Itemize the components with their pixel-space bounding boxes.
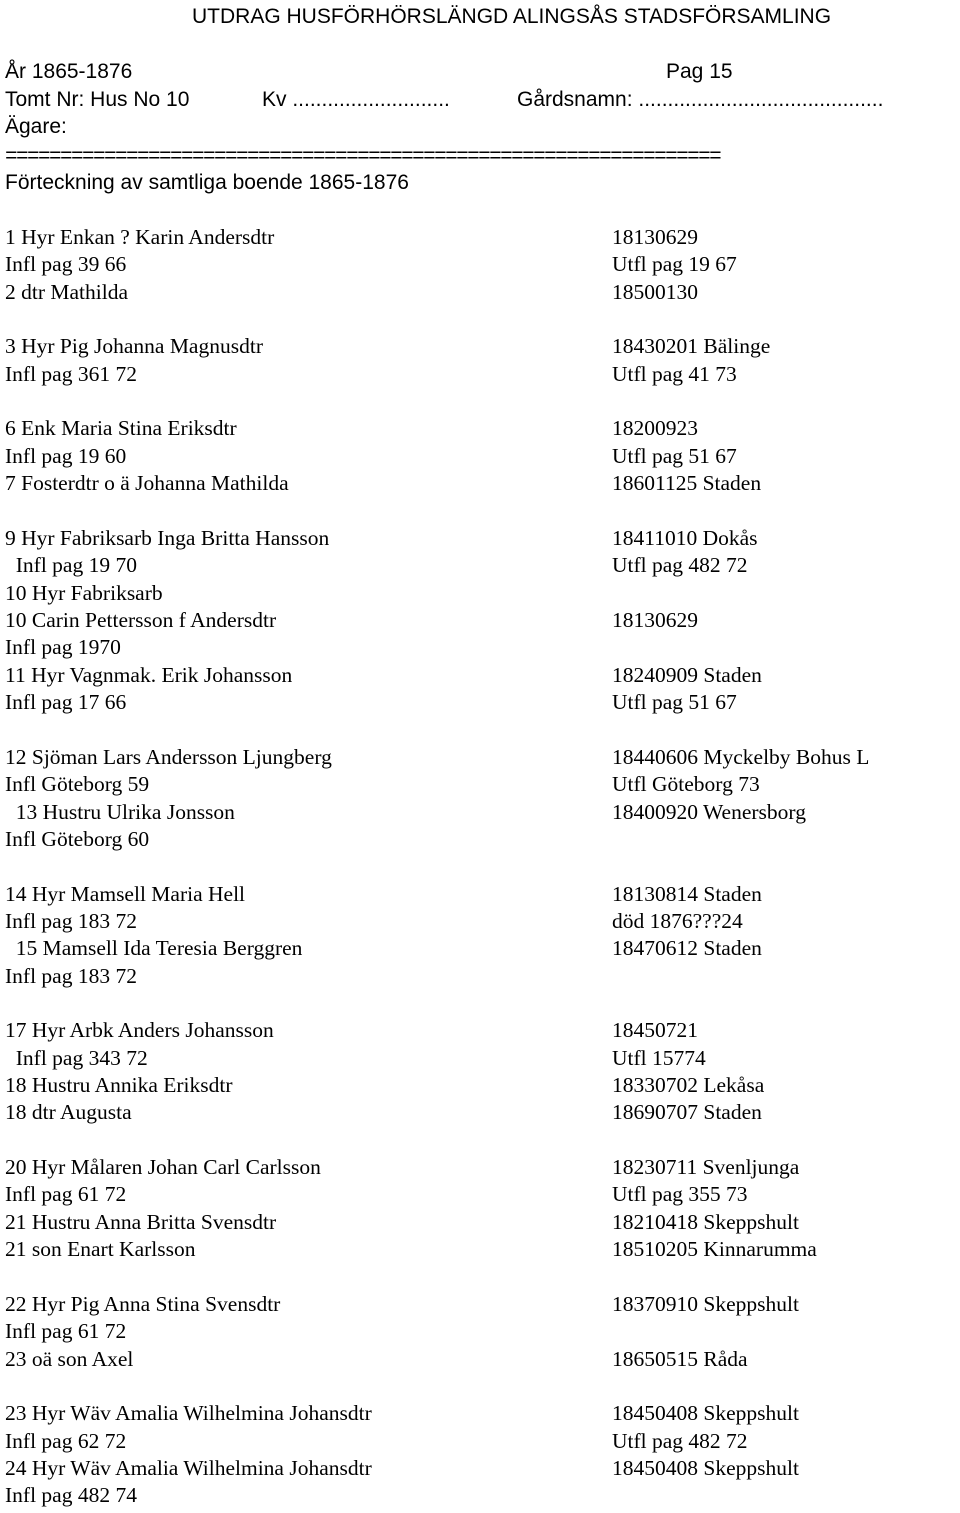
entry-left: 13 Hustru Ulrika Jonsson (5, 800, 235, 824)
list-item (0, 1456, 960, 1483)
list-item (0, 909, 960, 936)
entry-left: 18 dtr Augusta (5, 1100, 132, 1124)
entry-right: Utfl pag 482 72 (612, 1429, 748, 1453)
entry-left: Infl pag 482 74 (5, 1483, 137, 1507)
entry-right: 18240909 Staden (612, 663, 762, 687)
entry-right: Utfl pag 51 67 (612, 690, 737, 714)
entry-right: 18230711 Svenljunga (612, 1155, 800, 1179)
entry-right: Utfl 15774 (612, 1046, 706, 1070)
entry-left: 17 Hyr Arbk Anders Johansson (5, 1018, 274, 1042)
entry-left: Infl pag 361 72 (5, 362, 137, 386)
list-item (0, 635, 960, 662)
entry-left: Infl pag 343 72 (5, 1046, 148, 1070)
entry-left: 22 Hyr Pig Anna Stina Svensdtr (5, 1292, 281, 1316)
kvarter-field: Kv ........................... (262, 88, 450, 111)
entry-left: 18 Hustru Annika Eriksdtr (5, 1073, 233, 1097)
list-item (0, 1100, 960, 1127)
list-item (0, 964, 960, 991)
entry-left: 9 Hyr Fabriksarb Inga Britta Hansson (5, 526, 330, 550)
entry-right: 18601125 Staden (612, 471, 762, 495)
entry-left: 21 Hustru Anna Britta Svensdtr (5, 1210, 277, 1234)
list-item (0, 362, 960, 389)
entry-left: 11 Hyr Vagnmak. Erik Johansson (5, 663, 293, 687)
tomt-number: Tomt Nr: Hus No 10 (5, 88, 190, 111)
entry-left: Infl pag 19 70 (5, 553, 137, 577)
list-item (0, 1319, 960, 1346)
entry-right: 18450721 (612, 1018, 698, 1042)
list-item (0, 444, 960, 471)
entry-left: Infl pag 19 60 (5, 444, 127, 468)
entry-left: 1 Hyr Enkan ? Karin Andersdtr (5, 225, 275, 249)
list-item (0, 690, 960, 717)
entry-left: Infl pag 62 72 (5, 1429, 127, 1453)
entry-left: Infl pag 17 66 (5, 690, 127, 714)
entry-left: 6 Enk Maria Stina Eriksdtr (5, 416, 237, 440)
entry-left: 24 Hyr Wäv Amalia Wilhelmina Johansdtr (5, 1456, 372, 1480)
entry-right: 18450408 Skeppshult (612, 1456, 799, 1480)
list-item (0, 663, 960, 690)
entry-right: 18200923 (612, 416, 698, 440)
entry-right: 18411010 Dokås (612, 526, 758, 550)
list-item (0, 1182, 960, 1209)
separator-rule: ================================================================= (5, 146, 721, 169)
entry-right: 18690707 Staden (612, 1100, 762, 1124)
list-item (0, 334, 960, 361)
entry-right: Utfl pag 482 72 (612, 553, 748, 577)
entry-left: Infl Göteborg 59 (5, 772, 150, 796)
entry-left: Infl pag 1970 (5, 635, 121, 659)
entry-left: 3 Hyr Pig Johanna Magnusdtr (5, 334, 263, 358)
entry-right: Utfl Göteborg 73 (612, 772, 760, 796)
list-item (0, 1018, 960, 1045)
list-item (0, 1401, 960, 1428)
entry-right: 18430201 Bälinge (612, 334, 771, 358)
section-heading: Förteckning av samtliga boende 1865-1876 (5, 171, 409, 194)
entry-left: Infl pag 61 72 (5, 1319, 127, 1343)
entry-left: 15 Mamsell Ida Teresia Berggren (5, 936, 303, 960)
entry-right: 18400920 Wenersborg (612, 800, 806, 824)
list-item (0, 416, 960, 443)
list-item (0, 1210, 960, 1237)
entry-right: 18130629 (612, 225, 698, 249)
list-item (0, 581, 960, 608)
entry-right: 18130814 Staden (612, 882, 762, 906)
list-item (0, 772, 960, 799)
entry-left: 10 Carin Pettersson f Andersdtr (5, 608, 277, 632)
entry-right: 18130629 (612, 608, 698, 632)
entry-left: 23 oä son Axel (5, 1347, 134, 1371)
gardsnamn-field: Gårdsnamn: .......................................... (517, 88, 884, 111)
entry-left: Infl pag 39 66 (5, 252, 127, 276)
list-item (0, 225, 960, 252)
entry-left: 14 Hyr Mamsell Maria Hell (5, 882, 246, 906)
list-item (0, 882, 960, 909)
entry-right: 18330702 Lekåsa (612, 1073, 765, 1097)
entry-right: 18500130 (612, 280, 698, 304)
list-item (0, 553, 960, 580)
entry-right: 18450408 Skeppshult (612, 1401, 799, 1425)
owner-field: Ägare: (5, 115, 67, 138)
list-item (0, 1046, 960, 1073)
entry-right: 18210418 Skeppshult (612, 1210, 799, 1234)
entry-right: död 1876???24 (612, 909, 743, 933)
entry-right: Utfl pag 51 67 (612, 444, 737, 468)
entry-left: Infl pag 183 72 (5, 964, 137, 988)
document-title: UTDRAG HUSFÖRHÖRSLÄNGD ALINGSÅS STADSFÖRSAMLING (192, 5, 832, 28)
list-item (0, 252, 960, 279)
entry-left: 7 Fosterdtr o ä Johanna Mathilda (5, 471, 289, 495)
list-item (0, 471, 960, 498)
entry-left: Infl pag 61 72 (5, 1182, 127, 1206)
entry-left: 10 Hyr Fabriksarb (5, 581, 163, 605)
list-item (0, 1483, 960, 1510)
entry-right: Utfl pag 41 73 (612, 362, 737, 386)
list-item (0, 827, 960, 854)
entry-right: 18440606 Myckelby Bohus L (612, 745, 870, 769)
entry-left: 23 Hyr Wäv Amalia Wilhelmina Johansdtr (5, 1401, 372, 1425)
page-number: Pag 15 (666, 60, 733, 83)
list-item (0, 1292, 960, 1319)
entry-right: Utfl pag 19 67 (612, 252, 737, 276)
list-item (0, 745, 960, 772)
list-item (0, 1429, 960, 1456)
entry-right: 18370910 Skeppshult (612, 1292, 799, 1316)
list-item (0, 1155, 960, 1182)
entry-right: Utfl pag 355 73 (612, 1182, 748, 1206)
list-item (0, 280, 960, 307)
list-item (0, 1237, 960, 1264)
entry-right: 18510205 Kinnarumma (612, 1237, 817, 1261)
year-range: År 1865-1876 (5, 60, 133, 83)
list-item (0, 1073, 960, 1100)
list-item (0, 608, 960, 635)
entry-left: 2 dtr Mathilda (5, 280, 129, 304)
entry-left: 12 Sjöman Lars Andersson Ljungberg (5, 745, 332, 769)
entry-left: 21 son Enart Karlsson (5, 1237, 196, 1261)
entry-right: 18470612 Staden (612, 936, 762, 960)
list-item (0, 1347, 960, 1374)
entry-left: 20 Hyr Målaren Johan Carl Carlsson (5, 1155, 321, 1179)
list-item (0, 800, 960, 827)
entry-left: Infl pag 183 72 (5, 909, 137, 933)
list-item (0, 936, 960, 963)
list-item (0, 526, 960, 553)
entry-left: Infl Göteborg 60 (5, 827, 150, 851)
entry-right: 18650515 Råda (612, 1347, 748, 1371)
